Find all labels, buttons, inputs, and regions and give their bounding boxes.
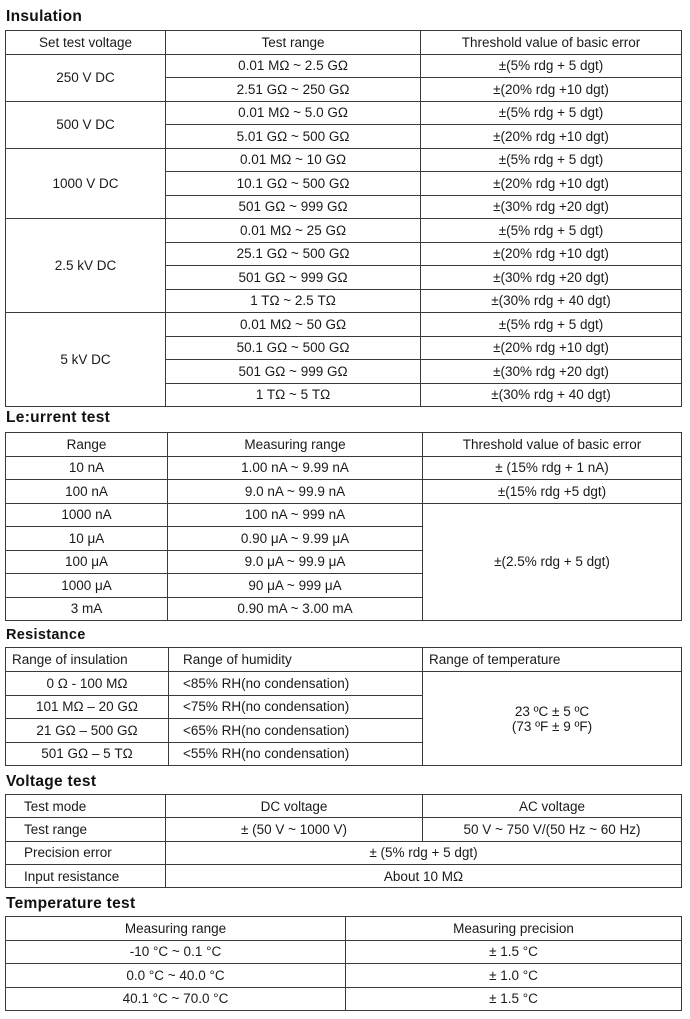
ac-cell: AC voltage [423, 795, 682, 818]
temperature-fahrenheit: (73 ºF ± 9 ºF) [511, 718, 593, 734]
error-cell: ±(20% rdg +10 dgt) [421, 125, 682, 149]
error-cell: ±(5% rdg + 5 dgt) [421, 148, 682, 172]
table-row [6, 456, 682, 480]
voltage-cell: 1000 V DC [6, 148, 166, 219]
range-cell: 0.0 °C ~ 40.0 °C [6, 964, 346, 988]
column-header: Threshold value of basic error [423, 433, 682, 457]
insulation-range-cell: 101 MΩ – 20 GΩ [6, 695, 169, 719]
voltage-test-table [5, 794, 682, 888]
column-header: Measuring precision [346, 917, 682, 941]
range-cell: -10 °C ~ 0.1 °C [6, 940, 346, 964]
table-row [6, 54, 682, 78]
error-cell: ±(20% rdg +10 dgt) [421, 336, 682, 360]
range-cell: 10 nA [6, 456, 168, 480]
range-cell: 1000 μA [6, 574, 168, 598]
temperature-range-cell [423, 672, 682, 766]
measuring-cell: 1.00 nA ~ 9.99 nA [168, 456, 423, 480]
table-row [6, 101, 682, 125]
column-header: Threshold value of basic error [421, 31, 682, 55]
row-label: Precision error [6, 841, 166, 864]
row-label: Test mode [6, 795, 166, 818]
humidity-cell: <55% RH(no condensation) [169, 742, 423, 766]
row-label: Test range [6, 818, 166, 841]
humidity-cell: <75% RH(no condensation) [169, 695, 423, 719]
insulation-range-cell: 0 Ω - 100 MΩ [6, 672, 169, 696]
error-cell: ± (15% rdg + 1 nA) [423, 456, 682, 480]
resistance-title: Resistance [6, 627, 86, 643]
range-cell: 501 GΩ ~ 999 GΩ [166, 266, 421, 290]
range-cell: 40.1 °C ~ 70.0 °C [6, 987, 346, 1011]
voltage-cell: 250 V DC [6, 54, 166, 101]
measuring-cell: 9.0 μA ~ 99.9 μA [168, 550, 423, 574]
leakage-current-table [5, 432, 682, 621]
table-row [6, 964, 682, 988]
insulation-title: Insulation [6, 8, 83, 25]
range-cell: 0.01 MΩ ~ 50 GΩ [166, 313, 421, 337]
range-cell: 0.01 MΩ ~ 2.5 GΩ [166, 54, 421, 78]
table-row [6, 503, 682, 527]
insulation-range-cell: 501 GΩ – 5 TΩ [6, 742, 169, 766]
measuring-cell: 100 nA ~ 999 nA [168, 503, 423, 527]
column-header: Range [6, 433, 168, 457]
table-row [6, 795, 682, 818]
voltage-cell: 2.5 kV DC [6, 219, 166, 313]
humidity-cell: <65% RH(no condensation) [169, 719, 423, 743]
measuring-cell: 0.90 μA ~ 9.99 μA [168, 527, 423, 551]
error-cell: ±(20% rdg +10 dgt) [421, 172, 682, 196]
insulation-range-cell: 21 GΩ – 500 GΩ [6, 719, 169, 743]
column-header: Measuring range [168, 433, 423, 457]
range-cell: 25.1 GΩ ~ 500 GΩ [166, 242, 421, 266]
range-cell: 1 TΩ ~ 2.5 TΩ [166, 289, 421, 313]
insulation-table [5, 30, 682, 407]
precision-cell: ± 1.0 °C [346, 964, 682, 988]
error-cell: ±(30% rdg + 40 dgt) [421, 383, 682, 407]
range-cell: 50.1 GΩ ~ 500 GΩ [166, 336, 421, 360]
range-cell: 10 μA [6, 527, 168, 551]
range-cell: 1 TΩ ~ 5 TΩ [166, 383, 421, 407]
merged-value-cell: About 10 MΩ [166, 864, 682, 887]
temperature-celsius: 23 ºC ± 5 ºC [514, 703, 590, 719]
error-cell: ±(30% rdg + 40 dgt) [421, 289, 682, 313]
range-cell: 501 GΩ ~ 999 GΩ [166, 360, 421, 384]
range-cell: 0.01 MΩ ~ 5.0 GΩ [166, 101, 421, 125]
error-cell: ±(5% rdg + 5 dgt) [421, 101, 682, 125]
range-cell: 0.01 MΩ ~ 25 GΩ [166, 219, 421, 243]
error-cell: ±(30% rdg +20 dgt) [421, 266, 682, 290]
error-cell: ±(5% rdg + 5 dgt) [421, 219, 682, 243]
voltage-cell: 500 V DC [6, 101, 166, 148]
table-row [6, 818, 682, 841]
table-row [6, 864, 682, 887]
dc-cell: DC voltage [166, 795, 423, 818]
dc-cell: ± (50 V ~ 1000 V) [166, 818, 423, 841]
column-header: Set test voltage [6, 31, 166, 55]
range-cell: 3 mA [6, 597, 168, 621]
measuring-cell: 0.90 mA ~ 3.00 mA [168, 597, 423, 621]
column-header: Range of temperature [423, 648, 682, 672]
range-cell: 1000 nA [6, 503, 168, 527]
column-header: Range of insulation [6, 648, 169, 672]
range-cell: 10.1 GΩ ~ 500 GΩ [166, 172, 421, 196]
error-cell: ±(20% rdg +10 dgt) [421, 78, 682, 102]
error-cell: ±(20% rdg +10 dgt) [421, 242, 682, 266]
temperature-test-title: Temperature test [6, 895, 136, 912]
table-row [6, 480, 682, 504]
range-cell: 5.01 GΩ ~ 500 GΩ [166, 125, 421, 149]
table-row [6, 841, 682, 864]
table-row [6, 672, 682, 696]
resistance-table [5, 647, 682, 766]
range-cell: 100 nA [6, 480, 168, 504]
table-row [6, 313, 682, 337]
leakage-current-title: Le:urrent test [6, 409, 111, 426]
row-label: Input resistance [6, 864, 166, 887]
error-cell: ±(30% rdg +20 dgt) [421, 360, 682, 384]
error-cell: ±(15% rdg +5 dgt) [423, 480, 682, 504]
error-cell: ±(5% rdg + 5 dgt) [421, 313, 682, 337]
precision-cell: ± 1.5 °C [346, 940, 682, 964]
range-cell: 2.51 GΩ ~ 250 GΩ [166, 78, 421, 102]
merged-value-cell: ± (5% rdg + 5 dgt) [166, 841, 682, 864]
table-header-row [6, 917, 682, 941]
table-header-row [6, 648, 682, 672]
measuring-cell: 90 μA ~ 999 μA [168, 574, 423, 598]
voltage-test-title: Voltage test [6, 773, 97, 790]
column-header: Range of humidity [169, 648, 423, 672]
table-row [6, 940, 682, 964]
range-cell: 0.01 MΩ ~ 10 GΩ [166, 148, 421, 172]
precision-cell: ± 1.5 °C [346, 987, 682, 1011]
table-header-row [6, 433, 682, 457]
column-header: Test range [166, 31, 421, 55]
range-cell: 501 GΩ ~ 999 GΩ [166, 195, 421, 219]
temperature-test-table [5, 916, 682, 1011]
range-cell: 100 μA [6, 550, 168, 574]
merged-error-cell: ±(2.5% rdg + 5 dgt) [423, 503, 682, 621]
voltage-cell: 5 kV DC [6, 313, 166, 407]
humidity-cell: <85% RH(no condensation) [169, 672, 423, 696]
ac-cell: 50 V ~ 750 V/(50 Hz ~ 60 Hz) [423, 818, 682, 841]
error-cell: ±(30% rdg +20 dgt) [421, 195, 682, 219]
error-cell: ±(5% rdg + 5 dgt) [421, 54, 682, 78]
table-row [6, 148, 682, 172]
column-header: Measuring range [6, 917, 346, 941]
table-header-row [6, 31, 682, 55]
table-row [6, 219, 682, 243]
measuring-cell: 9.0 nA ~ 99.9 nA [168, 480, 423, 504]
table-row [6, 987, 682, 1011]
